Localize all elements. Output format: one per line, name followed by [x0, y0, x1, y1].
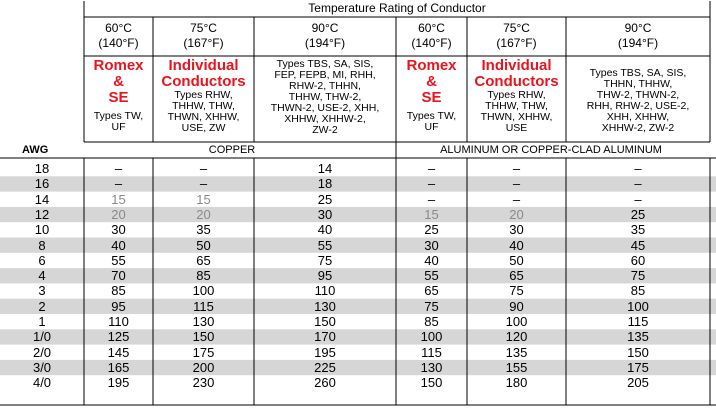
ampacity-cell: 100 [192, 283, 215, 299]
ampacity-cell: 125 [107, 329, 130, 345]
conductor-types: THHN, THHW, [603, 78, 673, 90]
ampacity-cell: 40 [317, 222, 333, 238]
conductor-types: RHW-2, THHN, [289, 80, 361, 92]
awg-size: 16 [34, 176, 50, 192]
awg-size: 10 [34, 222, 50, 238]
awg-size: 6 [38, 252, 46, 268]
awg-size: 2/0 [32, 344, 52, 360]
wire-type-label: Individual [481, 57, 552, 74]
ampacity-cell: 70 [111, 268, 126, 284]
ampacity-cell: 135 [627, 329, 649, 345]
ampacity-cell: – [199, 176, 208, 192]
shaded-row [0, 238, 716, 253]
ampacity-cell: 115 [421, 344, 442, 360]
ampacity-cell: 130 [192, 314, 215, 329]
conductor-types: USE, ZW [181, 122, 226, 134]
ampacity-cell: 85 [424, 314, 439, 329]
ampacity-cell: 20 [111, 206, 126, 222]
awg-size: 12 [34, 206, 50, 222]
awg-size: 1/0 [32, 329, 52, 345]
temp-celsius: 60°C [418, 21, 445, 35]
temp-fahrenheit: (194°F) [304, 36, 346, 50]
conductor-types: RHH, RHW-2, USE-2, [586, 100, 690, 112]
temp-fahrenheit: (194°F) [617, 36, 659, 50]
ampacity-cell: – [199, 161, 208, 176]
conductor-types: FEP, FEPB, MI, RHH, [274, 69, 376, 81]
temp-celsius: 60°C [105, 21, 132, 35]
ampacity-cell: – [634, 161, 642, 176]
ampacity-cell: 40 [111, 237, 126, 253]
ampacity-cell: 50 [196, 237, 211, 253]
wire-type-label: & [426, 73, 437, 90]
shaded-row [0, 207, 716, 222]
conductor-types: Types TBS, SA, SIS, [589, 67, 687, 79]
conductor-types: ZW-2 [312, 124, 338, 136]
conductor-types: USE [505, 122, 528, 134]
ampacity-cell: – [634, 191, 642, 207]
conductor-types: THHW, THW-2, [288, 91, 362, 103]
temp-celsius: 90°C [311, 21, 339, 35]
ampacity-cell: 45 [630, 237, 646, 253]
ampacity-cell: 75 [424, 298, 439, 314]
ampacity-cell: 135 [505, 344, 528, 360]
ampacity-cell: 18 [317, 176, 333, 192]
ampacity-cell: 150 [314, 314, 336, 329]
temp-fahrenheit: (167°F) [496, 36, 537, 50]
wire-type-label: Conductors [474, 73, 559, 90]
ampacity-cell: – [512, 161, 521, 176]
wire-type-label: SE [108, 89, 129, 106]
conductor-types: THWN, XHHW, [480, 111, 553, 123]
ampacity-cell: 195 [314, 344, 336, 360]
ampacity-cell: 30 [424, 237, 439, 253]
ampacity-cell: 65 [196, 252, 211, 268]
ampacity-cell: – [512, 176, 521, 192]
conductor-types: Types TBS, SA, SIS, [276, 58, 374, 70]
shaded-row [0, 268, 716, 283]
ampacity-cell: – [114, 161, 123, 176]
ampacity-cell: 75 [317, 252, 333, 268]
ampacity-cell: 100 [505, 314, 528, 329]
wire-type-label: Romex [93, 57, 144, 74]
conductor-types: THHW, THW, [485, 100, 548, 112]
ampacity-cell: 170 [314, 329, 336, 345]
temp-celsius: 75°C [503, 21, 530, 35]
ampacity-cell: 40 [424, 252, 439, 268]
ampacity-cell: 65 [424, 283, 439, 299]
ampacity-cell: 95 [317, 268, 333, 284]
conductor-types: XHH, XHHW, [606, 111, 670, 123]
ampacity-cell: 100 [420, 329, 443, 345]
ampacity-cell: – [427, 161, 436, 176]
ampacity-cell: 90 [509, 298, 524, 314]
temp-fahrenheit: (140°F) [98, 36, 139, 50]
awg-size: 1 [38, 314, 46, 329]
ampacity-cell: 55 [317, 237, 333, 253]
ampacity-cell: 25 [630, 206, 646, 222]
ampacity-cell: 50 [509, 252, 524, 268]
awg-size: 2 [38, 298, 46, 314]
awg-size: 14 [34, 191, 50, 207]
ampacity-cell: 35 [196, 222, 211, 238]
awg-size: 3/0 [32, 359, 52, 375]
ampacity-cell: 175 [192, 344, 215, 360]
conductor-types: THWN-2, USE-2, XHH, [270, 102, 380, 114]
ampacity-cell: 180 [505, 375, 528, 391]
temp-celsius: 90°C [624, 21, 652, 35]
temp-fahrenheit: (140°F) [411, 36, 452, 50]
ampacity-cell: – [634, 176, 642, 192]
ampacity-cell: 55 [424, 268, 439, 284]
ampacity-cell: 65 [509, 268, 524, 284]
ampacity-cell: 120 [505, 329, 528, 345]
table-title: Temperature Rating of Conductor [308, 1, 486, 15]
ampacity-cell: 230 [192, 375, 215, 391]
ampacity-cell: 20 [196, 206, 211, 222]
ampacity-cell: – [512, 191, 521, 207]
ampacity-cell: 195 [107, 375, 130, 391]
ampacity-cell: 115 [627, 314, 649, 329]
ampacity-cell: 150 [420, 375, 443, 391]
ampacity-cell: 75 [630, 268, 646, 284]
ampacity-cell: – [427, 176, 436, 192]
conductor-types: XHHW-2, ZW-2 [601, 122, 675, 134]
awg-size: 8 [38, 237, 46, 253]
ampacity-cell: 60 [630, 252, 646, 268]
awg-size: 18 [34, 161, 50, 176]
ampacity-cell: 20 [509, 206, 524, 222]
ampacity-cell: 15 [196, 191, 211, 207]
ampacity-cell: 15 [111, 191, 126, 207]
ampacity-cell: 85 [630, 283, 646, 299]
ampacity-cell: 130 [314, 298, 336, 314]
material-aluminum: ALUMINUM OR COPPER-CLAD ALUMINUM [440, 144, 662, 156]
conductor-types: XHHW, XHHW-2, [284, 113, 366, 125]
conductor-types: THHW, THW, [172, 100, 235, 112]
ampacity-cell: 260 [314, 375, 336, 391]
ampacity-cell: 150 [627, 344, 649, 360]
awg-size: 4 [38, 268, 46, 284]
ampacity-cell: 110 [108, 314, 129, 329]
conductor-types: Types TW, [406, 110, 457, 122]
ampacity-cell: 40 [509, 237, 524, 253]
wire-type-label: Conductors [161, 73, 246, 90]
temp-celsius: 75°C [190, 21, 217, 35]
ampacity-cell: 165 [107, 359, 130, 375]
ampacity-cell: 14 [317, 161, 333, 176]
shaded-row [0, 176, 716, 191]
ampacity-cell: 95 [111, 298, 126, 314]
ampacity-cell: 35 [630, 222, 646, 238]
ampacity-cell: 110 [314, 283, 336, 299]
ampacity-cell: 85 [111, 283, 126, 299]
ampacity-cell: 75 [509, 283, 524, 299]
conductor-types: Types RHW, [174, 89, 233, 101]
ampacity-cell: 25 [424, 222, 439, 238]
ampacity-cell: 30 [317, 206, 333, 222]
ampacity-cell: 200 [192, 359, 215, 375]
ampacity-cell: 145 [107, 344, 130, 360]
temp-fahrenheit: (167°F) [183, 36, 224, 50]
ampacity-cell: 15 [424, 206, 439, 222]
ampacity-cell: 30 [509, 222, 524, 238]
conductor-types: Types TW, [93, 110, 144, 122]
awg-header: AWG [22, 144, 49, 156]
ampacity-cell: 115 [193, 298, 214, 314]
ampacity-cell: 25 [317, 191, 333, 207]
ampacity-cell: – [427, 191, 436, 207]
material-copper: COPPER [208, 144, 256, 156]
conductor-types: UF [111, 121, 126, 133]
awg-size: 4/0 [32, 375, 52, 391]
conductor-types: THW-2, THWN-2, [596, 89, 680, 101]
wire-type-label: Individual [168, 57, 239, 74]
wire-type-label: & [113, 73, 124, 90]
shaded-row [0, 299, 716, 314]
ampacity-cell: 85 [196, 268, 211, 284]
ampacity-cell: 30 [111, 222, 126, 238]
wire-type-label: Romex [406, 57, 457, 74]
ampacity-cell: 150 [192, 329, 215, 345]
ampacity-cell: 130 [420, 359, 443, 375]
ampacity-cell: 155 [505, 359, 528, 375]
wire-type-label: SE [421, 89, 442, 106]
ampacity-cell: 175 [627, 359, 649, 375]
conductor-types: THWN, XHHW, [167, 111, 240, 123]
conductor-types: Types RHW, [487, 89, 546, 101]
ampacity-cell: 100 [627, 298, 649, 314]
ampacity-cell: 225 [314, 359, 336, 375]
ampacity-cell: – [114, 176, 123, 192]
ampacity-cell: 205 [627, 375, 649, 391]
ampacity-cell: 55 [111, 252, 126, 268]
awg-size: 3 [38, 283, 46, 299]
conductor-types: UF [424, 121, 439, 133]
